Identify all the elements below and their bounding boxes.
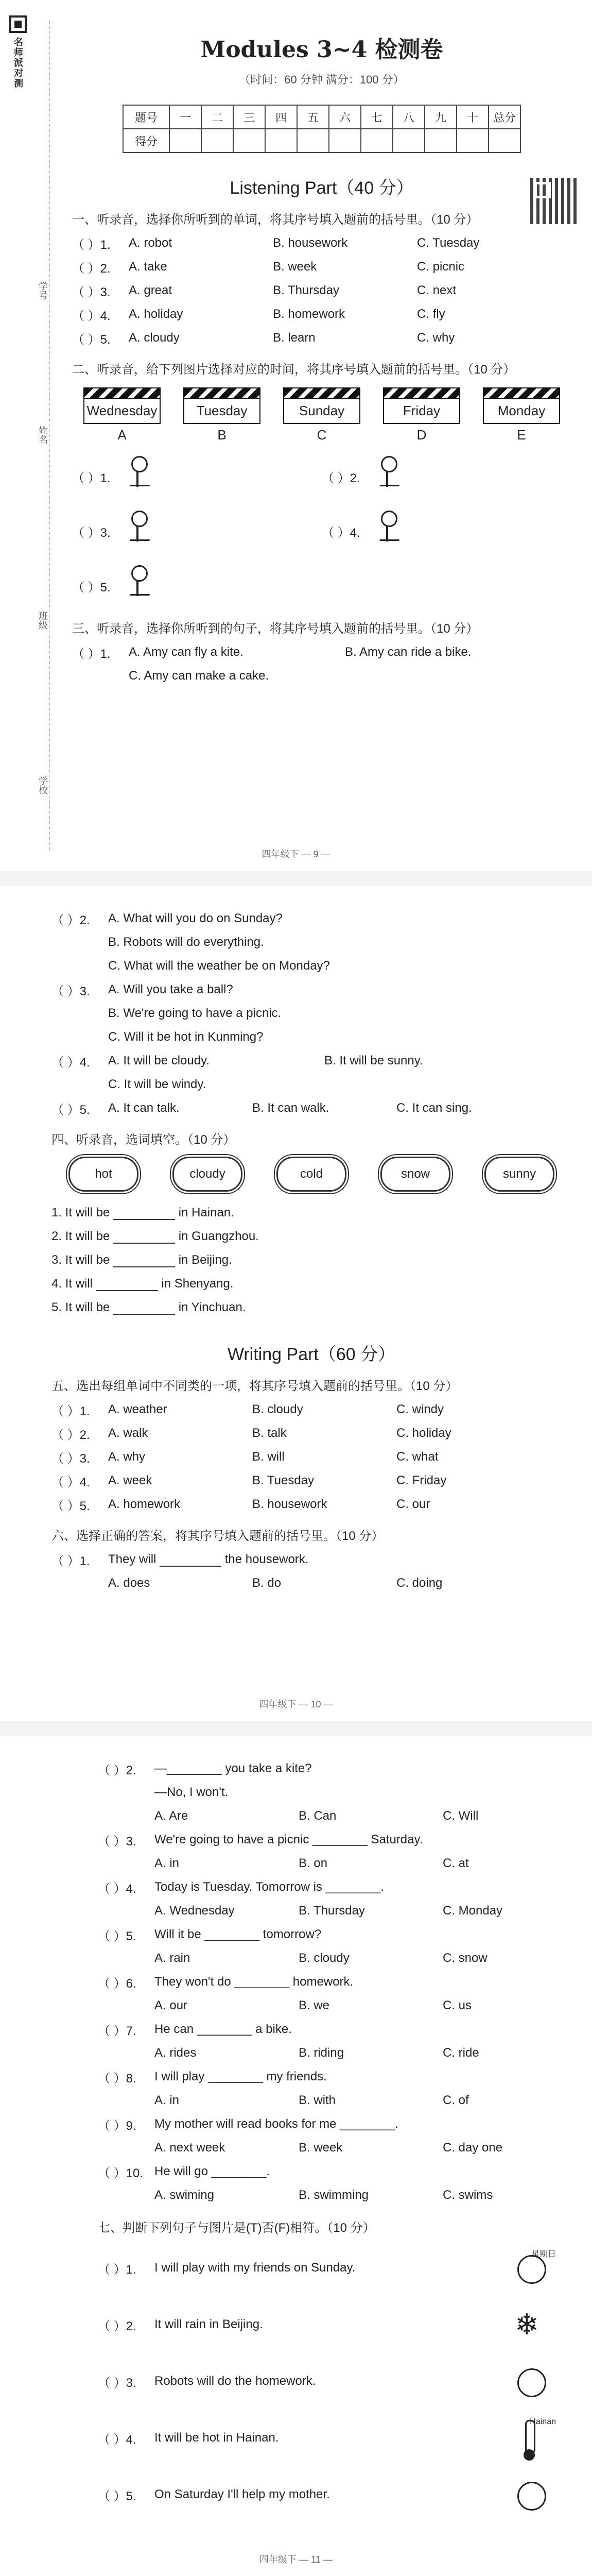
- option: C. What will the weather be on Monday?: [108, 959, 330, 973]
- clapper-icon: [383, 387, 460, 399]
- answer-bracket[interactable]: （ ）4.: [51, 1475, 90, 1489]
- answer-bracket[interactable]: （ ）5.: [51, 1499, 90, 1513]
- option: C. Amy can make a cake.: [129, 669, 269, 683]
- option: A. in: [154, 2093, 180, 2107]
- calendar-icon: [510, 2247, 556, 2289]
- fill-post: in Shenyang.: [161, 1277, 234, 1291]
- section-7-title: 七、判断下列句子与图片是(T)否(F)相符。（10 分）: [98, 2221, 375, 2235]
- question-row: [51, 1493, 571, 1516]
- question-row: [51, 907, 571, 930]
- option: C. Tuesday: [417, 236, 480, 250]
- day-cards: [72, 387, 571, 443]
- question-row: [98, 1970, 571, 1994]
- answer-bracket[interactable]: （ ）6.: [98, 1976, 136, 1991]
- option: C. day one: [443, 2141, 503, 2155]
- question-stem: We're going to have a picnic ________ Saturday.: [154, 1833, 423, 1846]
- option: C. us: [443, 1998, 472, 2012]
- option-row: [98, 2183, 571, 2207]
- option: B. housework: [252, 1497, 327, 1511]
- fill-pre: 2. It will be: [51, 1229, 110, 1243]
- score-cell: 八: [393, 105, 425, 129]
- day-card: [283, 387, 360, 443]
- brand-mark-icon: [9, 15, 27, 33]
- stem-post: the housework.: [224, 1552, 309, 1566]
- score-cell: 一: [169, 105, 201, 129]
- option: B. It can walk.: [252, 1101, 329, 1115]
- option: A. great: [129, 283, 172, 297]
- day-letter: A: [117, 427, 127, 443]
- word-cloud: cloudy: [172, 1157, 242, 1192]
- question-row: [51, 1096, 571, 1120]
- snow-icon: [510, 2304, 551, 2345]
- score-input-cell[interactable]: [329, 129, 361, 152]
- question-stem: —________ you take a kite?: [154, 1761, 312, 1775]
- option: A. why: [108, 1450, 146, 1464]
- fill-pre: 1. It will be: [51, 1206, 110, 1219]
- option: C. holiday: [396, 1426, 451, 1440]
- picture-tag: 星期日: [531, 2250, 556, 2259]
- answer-bracket[interactable]: （ ）1.: [98, 2262, 136, 2277]
- score-table-score-row: [123, 129, 520, 152]
- blank-field[interactable]: [113, 1206, 175, 1220]
- statement: Robots will do the homework.: [154, 2374, 316, 2388]
- score-input-cell[interactable]: [361, 129, 393, 152]
- page-footer: 四年级下 — 11 —: [259, 2554, 333, 2565]
- statement: On Saturday I'll help my mother.: [154, 2487, 330, 2501]
- question-stem-row: [98, 1781, 571, 1804]
- picture-item: [322, 453, 571, 500]
- option: A. week: [108, 1473, 152, 1487]
- question-row: [51, 1445, 571, 1469]
- section-1-title: 一、听录音，选择你所听到的单词，将其序号填入题前的括号里。（10 分）: [72, 213, 479, 227]
- blank-field[interactable]: [96, 1277, 158, 1291]
- score-cell: 四: [265, 105, 297, 129]
- word-cloud: sunny: [484, 1157, 554, 1192]
- option-row: [51, 930, 571, 954]
- clapper-icon: [283, 387, 360, 399]
- option: B. cloudy: [299, 1951, 350, 1965]
- option: A. weather: [108, 1402, 167, 1416]
- day-letter: C: [317, 427, 327, 443]
- question-stem: I will play ________ my friends.: [154, 2070, 327, 2083]
- day-card: [383, 387, 460, 443]
- question-row: [98, 2410, 571, 2466]
- snowflake-icon: ❄: [515, 2308, 539, 2341]
- option: B. Robots will do everything.: [108, 935, 264, 949]
- score-cell: 十: [457, 105, 489, 129]
- question-row: [51, 1421, 571, 1445]
- score-cell: 得分: [123, 129, 169, 152]
- stem-pre: They will: [108, 1552, 156, 1566]
- option: C. Will it be hot in Kunming?: [108, 1030, 264, 1044]
- question-row: [72, 302, 571, 326]
- answer-bracket[interactable]: （ ）5.: [72, 580, 111, 595]
- blank-field[interactable]: [113, 1300, 175, 1315]
- option: C. doing: [396, 1576, 443, 1590]
- answer-bracket[interactable]: （ ）5.: [51, 1103, 90, 1117]
- reading-girl-icon: [371, 456, 407, 497]
- option: B. Amy can ride a bike.: [345, 645, 472, 659]
- option-row: [51, 1025, 571, 1049]
- word-cloud: hot: [68, 1157, 138, 1192]
- option: A. Amy can fly a kite.: [129, 645, 243, 659]
- day-label: Wednesday: [83, 399, 161, 424]
- question-stem: Will it be ________ tomorrow?: [154, 1927, 322, 1941]
- score-cell: 三: [233, 105, 265, 129]
- figure-icon: [517, 2255, 546, 2284]
- exam-info: （时间：60 分钟 满分：100 分）: [239, 73, 405, 86]
- score-cell: 题号: [123, 105, 169, 129]
- score-cell: 六: [329, 105, 361, 129]
- option: B. Tuesday: [252, 1473, 315, 1487]
- fill-pre: 5. It will be: [51, 1300, 110, 1314]
- answer-bracket[interactable]: （ ）5.: [72, 332, 111, 347]
- day-card: [83, 387, 161, 443]
- answer-bracket[interactable]: （ ）1.: [51, 1554, 90, 1568]
- option: A. cloudy: [129, 331, 180, 345]
- page-gap: [0, 1721, 592, 1736]
- section-2-title: 二、听录音，给下列图片选择对应的时间，将其序号填入题前的括号里。（10 分）: [72, 363, 516, 377]
- fill-pre: 4. It will: [51, 1277, 93, 1291]
- option-row: [51, 954, 571, 978]
- option: C. picnic: [417, 260, 465, 274]
- fill-line: [51, 1201, 571, 1225]
- score-input-cell[interactable]: [201, 129, 233, 152]
- homework-boy-icon: [371, 511, 407, 552]
- option: A. homework: [108, 1497, 181, 1511]
- question-row: [98, 2466, 571, 2523]
- day-letter: B: [217, 427, 227, 443]
- option-row: [98, 1804, 571, 1828]
- day-letter: D: [416, 427, 427, 443]
- fill-pre: 3. It will be: [51, 1253, 110, 1267]
- question-row: [51, 1469, 571, 1493]
- fill-line: [51, 1225, 571, 1248]
- question-stem: They won't do ________ homework.: [154, 1975, 354, 1989]
- option: C. at: [443, 1856, 469, 1870]
- question-stem: —No, I won't.: [154, 1785, 229, 1799]
- robot-icon: [510, 2361, 551, 2402]
- page-title: Modules 3~4 检测卷: [200, 37, 443, 63]
- picture-item: [322, 508, 571, 554]
- question-row: [98, 2296, 571, 2353]
- option: B. do: [252, 1576, 282, 1590]
- label-student-no: 学号: [36, 278, 49, 303]
- option: B. will: [252, 1450, 285, 1464]
- option: A. What will you do on Sunday?: [108, 911, 283, 925]
- picture-item: [72, 508, 322, 554]
- answer-bracket[interactable]: （ ）3.: [72, 526, 111, 540]
- figure-icon: [517, 2368, 546, 2397]
- option: C. swims: [443, 2188, 493, 2202]
- score-cell: 二: [201, 105, 233, 129]
- score-cell: 九: [425, 105, 457, 129]
- option: C. next: [417, 283, 457, 297]
- score-cell: 七: [361, 105, 393, 129]
- label-school: 学校: [36, 773, 49, 798]
- option: A. Will you take a ball?: [108, 982, 233, 996]
- page-footer: 四年级下 — 10 —: [259, 1699, 333, 1709]
- option: C. Monday: [443, 1904, 503, 1918]
- answer-bracket[interactable]: （ ）4.: [322, 526, 360, 540]
- answer-bracket[interactable]: （ ）1.: [72, 238, 111, 252]
- answer-bracket[interactable]: （ ）2.: [72, 261, 111, 276]
- option: B. It will be sunny.: [324, 1054, 423, 1067]
- option: B. we: [299, 1998, 330, 2012]
- brand-logo: [9, 15, 27, 89]
- question-row: [51, 1548, 571, 1571]
- option-row: [98, 1946, 571, 1970]
- option-row: [98, 1899, 571, 1923]
- answer-bracket[interactable]: （ ）4.: [51, 1055, 90, 1070]
- question-row: [72, 255, 571, 279]
- score-input-cell[interactable]: [393, 129, 425, 152]
- statement: It will be hot in Hainan.: [154, 2431, 279, 2445]
- answer-bracket[interactable]: （ ）2.: [51, 913, 90, 927]
- option-row: [98, 1994, 571, 2018]
- score-cell: 总分: [489, 105, 520, 129]
- answer-bracket[interactable]: （ ）4.: [72, 309, 111, 323]
- section-5-title: 五、选出每组单词中不同类的一项，将其序号填入题前的括号里。（10 分）: [51, 1379, 458, 1393]
- answer-bracket[interactable]: （ ）1.: [72, 647, 111, 661]
- blank-field[interactable]: [113, 1229, 175, 1244]
- option: C. Will: [443, 1809, 479, 1823]
- day-card: [483, 387, 560, 443]
- option: B. on: [299, 1856, 328, 1870]
- option: A. rain: [154, 1951, 190, 1965]
- option: C. snow: [443, 1951, 487, 1965]
- option: A. rides: [154, 2046, 197, 2060]
- page-1: [0, 0, 592, 871]
- option-row: [51, 1073, 571, 1096]
- option-row: [98, 2041, 571, 2065]
- option: A. does: [108, 1576, 150, 1590]
- score-table: [123, 105, 521, 153]
- answer-bracket[interactable]: （ ）1.: [51, 1404, 90, 1418]
- writing-part-title: Writing Part（60 分）: [227, 1345, 396, 1364]
- score-input-cell[interactable]: [425, 129, 457, 152]
- answer-bracket[interactable]: （ ）3.: [98, 1834, 136, 1849]
- score-input-cell[interactable]: [233, 129, 265, 152]
- day-card: [183, 387, 260, 443]
- page-3: [0, 1736, 592, 2576]
- answer-bracket[interactable]: （ ）5.: [98, 2489, 136, 2503]
- day-label: Friday: [383, 399, 460, 424]
- option: B. swimming: [299, 2188, 369, 2202]
- option: C. windy: [396, 1402, 444, 1416]
- option: C. It will be windy.: [108, 1077, 206, 1091]
- answer-bracket[interactable]: （ ）2.: [322, 471, 360, 485]
- question-row: [98, 2018, 571, 2041]
- section-4-title: 四、听录音，选词填空。（10 分）: [51, 1133, 236, 1147]
- question-row: [51, 978, 571, 1002]
- question-row: [51, 1049, 571, 1073]
- answer-bracket[interactable]: （ ）7.: [98, 2024, 136, 2038]
- option: A. holiday: [129, 307, 183, 321]
- option-row: [51, 1002, 571, 1025]
- question-row: [51, 1398, 571, 1421]
- question-row: [98, 2112, 571, 2136]
- picture-item: [72, 563, 322, 609]
- answer-bracket[interactable]: （ ）5.: [98, 1929, 136, 1943]
- score-input-cell[interactable]: [457, 129, 489, 152]
- answer-bracket[interactable]: （ ）9.: [98, 2119, 136, 2133]
- answer-bracket[interactable]: （ ）2.: [98, 1763, 136, 1777]
- question-row: [98, 2353, 571, 2410]
- picture-item: [72, 453, 322, 500]
- answer-bracket[interactable]: （ ）8.: [98, 2071, 136, 2086]
- option: A. It will be cloudy.: [108, 1054, 210, 1067]
- label-name: 姓名: [36, 422, 49, 447]
- option: C. Friday: [396, 1473, 447, 1487]
- sweep-icon: [510, 2474, 551, 2515]
- score-cell: 五: [297, 105, 329, 129]
- answer-bracket[interactable]: （ ）10.: [98, 2166, 144, 2180]
- option: A. take: [129, 260, 167, 274]
- day-label: Monday: [483, 399, 560, 424]
- word-cloud: cold: [276, 1157, 346, 1192]
- fill-post: in Guangzhou.: [178, 1229, 259, 1243]
- question-row: [98, 2160, 571, 2183]
- option: C. fly: [417, 307, 445, 321]
- page-gap: [0, 871, 592, 886]
- score-table-header-row: [123, 105, 520, 129]
- option: B. housework: [273, 236, 348, 250]
- binding-margin: [0, 0, 62, 871]
- option: B. talk: [252, 1426, 287, 1440]
- option: A. our: [154, 1998, 188, 2012]
- answer-bracket[interactable]: （ ）3.: [51, 984, 90, 998]
- option: A. robot: [129, 236, 172, 250]
- question-row: [72, 231, 571, 255]
- answer-bracket[interactable]: （ ）3.: [98, 2376, 136, 2390]
- fill-line: [51, 1272, 571, 1296]
- fill-line: [51, 1296, 571, 1319]
- option: A. Are: [154, 1809, 188, 1823]
- statement: It will rain in Beijing.: [154, 2317, 263, 2331]
- fill-line: [51, 1248, 571, 1272]
- day-letter: E: [517, 427, 526, 443]
- clapper-icon: [483, 387, 560, 399]
- question-row: [98, 1757, 571, 1781]
- picnic-kids-icon: [121, 565, 157, 606]
- answer-bracket[interactable]: （ ）2.: [51, 1428, 90, 1442]
- option: A. It can talk.: [108, 1101, 180, 1115]
- option-row: [98, 2136, 571, 2160]
- question-row: [98, 1923, 571, 1946]
- question-row: [98, 2065, 571, 2089]
- option: A. walk: [108, 1426, 148, 1440]
- picture-grid: [72, 453, 571, 609]
- option: B. riding: [299, 2046, 344, 2060]
- question-row: [72, 640, 571, 664]
- option: C. ride: [443, 2046, 479, 2060]
- word-cloud: snow: [380, 1157, 450, 1192]
- question-row: [98, 1828, 571, 1852]
- option-row: [51, 1571, 571, 1595]
- day-label: Sunday: [283, 399, 360, 424]
- listening-part-title: Listening Part（40 分）: [230, 178, 414, 198]
- answer-bracket[interactable]: （ ）1.: [72, 471, 111, 485]
- score-input-cell[interactable]: [297, 129, 329, 152]
- option: B. week: [273, 260, 317, 274]
- option: A. in: [154, 1856, 180, 1870]
- question-row: [72, 279, 571, 302]
- score-input-cell[interactable]: [169, 129, 201, 152]
- option-row: [98, 1852, 571, 1875]
- option: B. with: [299, 2093, 336, 2107]
- therm-icon: [510, 2417, 556, 2459]
- fill-post: in Yinchuan.: [178, 1300, 246, 1314]
- page-footer: 四年级下 — 9 —: [262, 849, 330, 859]
- blank-field[interactable]: [113, 1253, 175, 1267]
- section-6-continued: [98, 1757, 571, 2523]
- score-input-cell[interactable]: [265, 129, 297, 152]
- day-label: Tuesday: [183, 399, 260, 424]
- option-row: [98, 2089, 571, 2112]
- question-row: [98, 2240, 571, 2296]
- kite-boy-icon: [121, 456, 157, 497]
- option: A. next week: [154, 2141, 225, 2155]
- option: A. swiming: [154, 2188, 215, 2202]
- fill-post: in Hainan.: [178, 1206, 234, 1219]
- statement: I will play with my friends on Sunday.: [154, 2261, 356, 2275]
- figure-icon: [517, 2482, 546, 2511]
- page-2: [0, 886, 592, 1721]
- question-stem: Today is Tuesday. Tomorrow is ________.: [154, 1880, 385, 1894]
- option: B. Can: [299, 1809, 337, 1823]
- option: B. week: [299, 2141, 343, 2155]
- option: B. We're going to have a picnic.: [108, 1006, 282, 1020]
- answer-bracket[interactable]: （ ）4.: [98, 2432, 136, 2447]
- section-6-title: 六、选择正确的答案，将其序号填入题前的括号里。（10 分）: [51, 1529, 384, 1543]
- question-stem: He will go ________.: [154, 2164, 270, 2178]
- blank-field[interactable]: [160, 1552, 221, 1567]
- fill-post: in Beijing.: [178, 1253, 232, 1267]
- question-row: [98, 1875, 571, 1899]
- option: C. why: [417, 331, 455, 345]
- option: B. learn: [273, 331, 316, 345]
- question-row: [72, 326, 571, 350]
- clapper-icon: [83, 387, 161, 399]
- question-row: [72, 664, 571, 688]
- label-class: 班级: [36, 608, 49, 633]
- option: B. Thursday: [299, 1904, 365, 1918]
- option: B. cloudy: [252, 1402, 303, 1416]
- answer-bracket[interactable]: （ ）4.: [98, 1882, 136, 1896]
- bike-boy-icon: [121, 511, 157, 552]
- option: A. Wednesday: [154, 1904, 235, 1918]
- question-stem: He can ________ a bike.: [154, 2022, 292, 2036]
- score-input-cell[interactable]: [489, 129, 520, 152]
- option: B. homework: [273, 307, 345, 321]
- answer-bracket[interactable]: （ ）3.: [51, 1451, 90, 1466]
- picture-tag: Hainan: [530, 2417, 556, 2426]
- answer-bracket[interactable]: （ ）2.: [98, 2319, 136, 2333]
- option: C. It can sing.: [396, 1101, 472, 1115]
- clapper-icon: [183, 387, 260, 399]
- answer-bracket[interactable]: （ ）3.: [72, 285, 111, 299]
- question-stem: My mother will read books for me ________.: [154, 2117, 398, 2131]
- option: C. our: [396, 1497, 430, 1511]
- option: C. what: [396, 1450, 439, 1464]
- brand-text: 名师派对测: [13, 37, 23, 89]
- section-3-title: 三、听录音，选择你所听到的句子，将其序号填入题前的括号里。（10 分）: [72, 622, 479, 636]
- option: B. Thursday: [273, 283, 339, 297]
- word-bank: [51, 1157, 571, 1192]
- option: C. of: [443, 2093, 469, 2107]
